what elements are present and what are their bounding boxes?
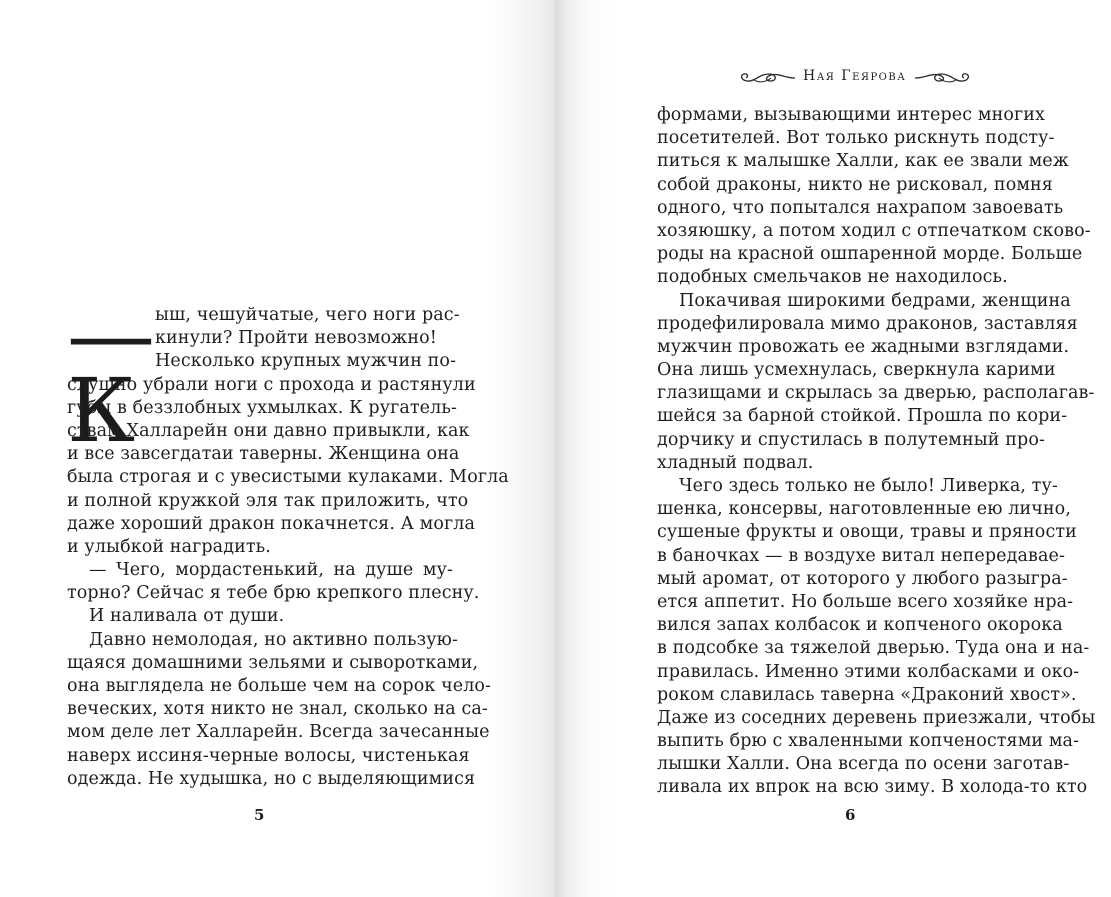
text-line: роком славилась таверна «Драконий хвост». — [657, 684, 1077, 705]
text-line: одежда. Не худышка, но с выделяющимися — [67, 768, 476, 789]
text-line: правилась. Именно этими колбасками и око- — [657, 661, 1080, 682]
page-number-left: 5 — [254, 806, 265, 824]
text-line: лышки Халли. Она всегда по осени заготав- — [657, 754, 1070, 775]
text-line: формами, вызывающими интерес многих — [657, 105, 1045, 125]
text-line: она выглядела не больше чем на сорок чело- — [67, 676, 492, 696]
text-line: наверх иссиня-черные волосы, чистенькая — [67, 745, 470, 766]
running-header — [735, 66, 975, 90]
text-line: подобных смельчаков не находилось. — [657, 267, 1008, 288]
text-line: ется аппетит. Но больше всего хозяйке нра- — [657, 591, 1074, 612]
text-line: мужчин провожать ее жадными взглядами. — [657, 336, 1070, 357]
text-line: Даже из соседних деревень приезжали, чтобы — [657, 707, 1096, 728]
text-line: Давно немолодая, но активно пользую- — [89, 629, 458, 650]
text-line: веческих, хотя никто не знал, сколько на са- — [67, 699, 488, 720]
text-line: вился запах колбасок и копченого окорока — [657, 615, 1063, 636]
text-line: Чего здесь только не было! Ливерка, ту- — [679, 476, 1058, 496]
text-line: кинули? Пройти невозможно! — [155, 328, 437, 349]
text-line: и все завсегдатаи таверны. Женщина она — [67, 444, 460, 465]
text-line: слушно убрали ноги с прохода и растянули — [67, 374, 476, 395]
text-line: Покачивая широкими бедрами, женщина — [679, 290, 1071, 311]
right-page-text — [657, 104, 1096, 800]
text-line: шейся за барной стойкой. Прошла по кори- — [657, 406, 1068, 427]
text-line: была строгая и с увесистыми кулаками. Могла — [67, 467, 509, 488]
text-line: и полной кружкой эля так приложить, что — [67, 490, 469, 511]
text-line: продефилировала мимо драконов, заставляя — [657, 313, 1078, 334]
text-line: щаяся домашними зельями и сыворотками, — [67, 652, 479, 673]
text-line: шенка, консервы, наготовленные ею лично, — [657, 499, 1071, 520]
left-page-text — [67, 304, 509, 791]
text-line: Несколько крупных мужчин по- — [155, 351, 457, 372]
text-line: собой драконы, никто не рисковал, помня — [657, 174, 1053, 195]
text-line: дорчику и спустилась в полутемный про- — [657, 429, 1045, 450]
text-line: и улыбкой наградить. — [67, 536, 271, 557]
text-line: одного, что попытался нахрапом завоевать — [657, 197, 1064, 218]
text-line: даже хороший дракон покачнется. А могла — [67, 513, 476, 534]
text-line: хозяюшку, а потом ходил с отпечатком сково- — [657, 220, 1091, 241]
text-line: ливала их впрок на всю зиму. В холода-то кто — [657, 777, 1088, 798]
text-line: сушеные фрукты и овощи, травы и пряности — [657, 522, 1077, 543]
text-line: выпить брю с хваленными копченостями ма- — [657, 731, 1080, 752]
text-line: хладный подвал. — [657, 452, 814, 473]
text-line: мый аромат, от которого у любого разыгра- — [657, 568, 1068, 589]
text-line: торно? Сейчас я тебе брю крепкого плесну. — [67, 583, 480, 604]
ornament-right-icon — [913, 70, 975, 86]
left-page — [0, 0, 555, 897]
text-line: питься к малышке Халли, как ее звали меж — [657, 151, 1069, 172]
text-line: ыш, чешуйчатые, чего ноги рас- — [155, 305, 460, 325]
text-line: Она лишь усмехнулась, сверкнула карими — [657, 360, 1056, 381]
text-line: — Чего, мордастенький, на душе му- — [89, 560, 453, 581]
text-line: в баночках — в воздухе витал непередавае- — [657, 545, 1066, 566]
drop-cap-letter: —К — [67, 283, 155, 462]
header-title: Ная Геярова — [803, 68, 907, 84]
page-number-right: 6 — [845, 806, 856, 824]
text-line: И наливала от души. — [89, 606, 285, 627]
text-line: губы в беззлобных ухмылках. К ругатель- — [67, 397, 457, 418]
text-line: ствам Халларейн они давно привыкли, как — [67, 420, 470, 441]
text-line: в подсобке за тяжелой дверью. Туда она и на- — [657, 638, 1090, 659]
text-line: посетителей. Вот только рискнуть подсту- — [657, 128, 1055, 149]
text-line: мом деле лет Халларейн. Всегда зачесанные — [67, 722, 490, 743]
ornament-left-icon — [735, 70, 797, 86]
text-line: глазищами и скрылась за дверью, располагав- — [657, 383, 1095, 404]
text-line: роды на красной ошпаренной морде. Больше — [657, 244, 1083, 265]
